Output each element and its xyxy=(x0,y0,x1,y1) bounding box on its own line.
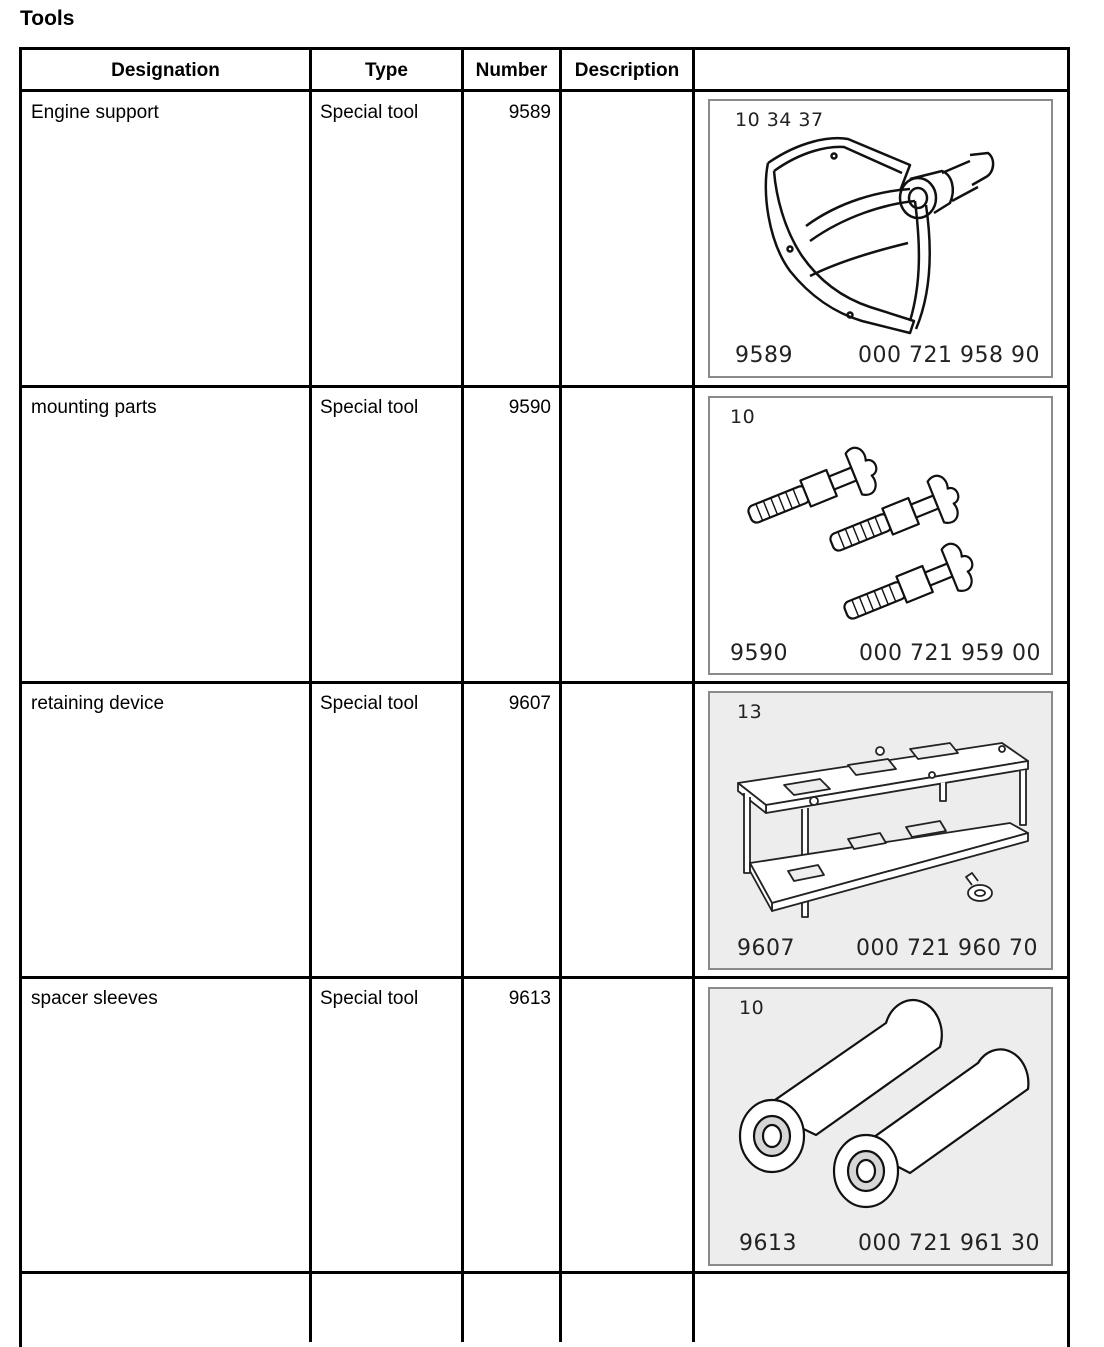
header-bottom-rule xyxy=(19,89,1070,92)
page-title: Tools xyxy=(20,7,75,30)
spacer-sleeves-drawing xyxy=(710,989,1055,1268)
row1-number: 9589 xyxy=(508,102,551,123)
figure-part-number: 000 721 959 00 xyxy=(859,641,1041,666)
engine-support-figure xyxy=(708,99,1053,378)
row-rule xyxy=(19,1271,1070,1274)
header-description: Description xyxy=(574,60,680,81)
column-rule xyxy=(692,47,695,1342)
row2-type: Special tool xyxy=(320,397,419,418)
row2-number: 9590 xyxy=(508,397,551,418)
figure-ref: 10 34 37 xyxy=(735,109,824,131)
row-rule xyxy=(19,681,1070,684)
retaining-device-figure xyxy=(708,691,1053,970)
row2-designation: mounting parts xyxy=(31,397,157,418)
figure-tool-number: 9607 xyxy=(737,936,795,961)
figure-part-number: 000 721 961 30 xyxy=(858,1231,1040,1256)
mounting-parts-drawing xyxy=(710,398,1055,677)
figure-tool-number: 9590 xyxy=(730,641,788,666)
retaining-device-drawing xyxy=(710,693,1055,972)
table-top-rule xyxy=(19,47,1070,50)
header-designation: Designation xyxy=(111,60,220,81)
row-rule xyxy=(19,385,1070,388)
figure-ref: 13 xyxy=(737,701,763,723)
header-number: Number xyxy=(475,60,548,81)
column-rule xyxy=(309,47,312,1342)
figure-part-number: 000 721 960 70 xyxy=(856,936,1038,961)
row3-type: Special tool xyxy=(320,693,419,714)
figure-tool-number: 9613 xyxy=(739,1231,797,1256)
row-rule xyxy=(19,976,1070,979)
figure-tool-number: 9589 xyxy=(735,343,793,368)
row1-type: Special tool xyxy=(320,102,419,123)
mounting-parts-figure xyxy=(708,396,1053,675)
row3-designation: retaining device xyxy=(31,693,165,714)
column-rule xyxy=(559,47,562,1342)
row1-designation: Engine support xyxy=(31,102,159,123)
row4-type: Special tool xyxy=(320,988,419,1009)
figure-ref: 10 xyxy=(739,997,765,1019)
spacer-sleeves-figure xyxy=(708,987,1053,1266)
row4-designation: spacer sleeves xyxy=(31,988,158,1009)
row4-number: 9613 xyxy=(508,988,551,1009)
figure-ref: 10 xyxy=(730,406,756,428)
header-type: Type xyxy=(365,60,408,81)
row3-number: 9607 xyxy=(508,693,551,714)
figure-part-number: 000 721 958 90 xyxy=(858,343,1040,368)
engine-support-drawing xyxy=(710,101,1055,380)
